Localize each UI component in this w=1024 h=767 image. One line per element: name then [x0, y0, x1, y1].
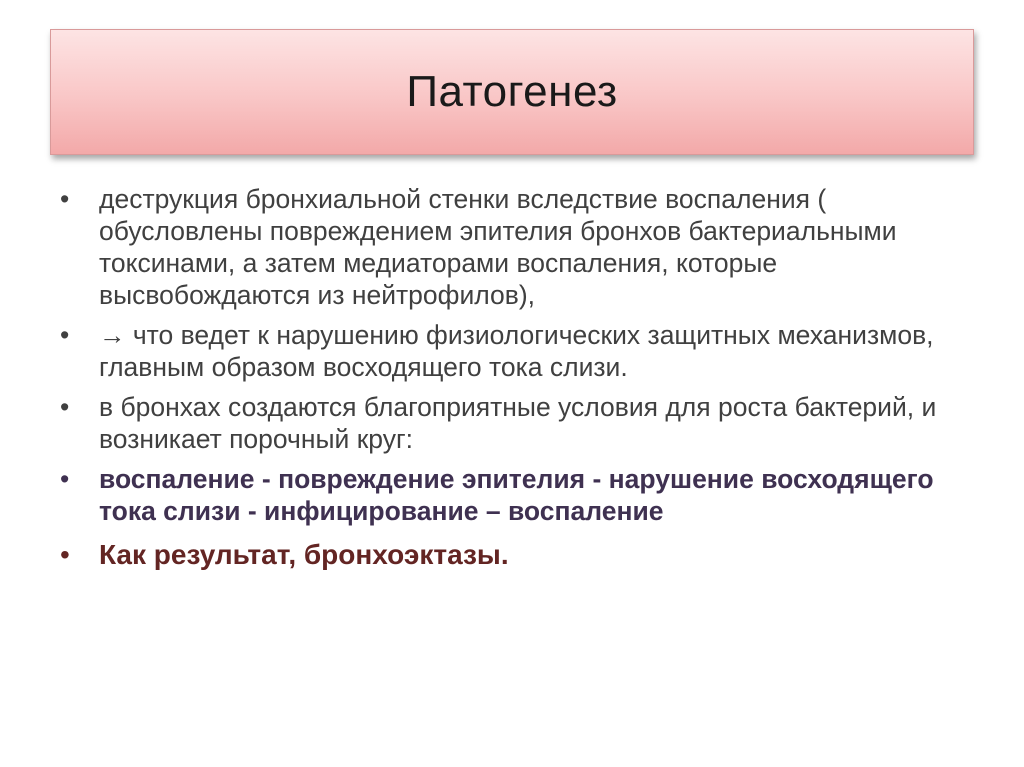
bullet-text: деструкция бронхиальной стенки вследствие воспаления ( обусловлены повреждением эпителия бронхов бактериальными токсинами, а затем медиаторами воспаления, которые высвобождаются из нейтрофилов), — [99, 184, 897, 310]
bullet-item-vicious-circle — [60, 463, 970, 527]
bullet-text: → что ведет к нарушению физиологических защитных механизмов, главным образом восходящего тока слизи. — [99, 320, 934, 382]
slide-title: Патогенез — [406, 67, 618, 116]
bullet-icon: • — [60, 184, 70, 214]
bullet-item — [60, 183, 970, 311]
bullet-item — [60, 391, 970, 455]
bullet-text: в бронхах создаются благоприятные условия для роста бактерий, и возникает порочный круг: — [99, 392, 937, 454]
bullet-list — [60, 183, 970, 579]
bullet-icon: • — [60, 392, 70, 422]
bullet-item — [60, 319, 970, 383]
bullet-icon: • — [60, 320, 70, 350]
slide-title-box — [50, 29, 974, 155]
bullet-icon: • — [60, 539, 70, 570]
bullet-item-result — [60, 539, 970, 571]
bullet-text: воспаление - повреждение эпителия - нарушение восходящего тока слизи - инфицирование – воспаление — [99, 464, 934, 526]
bullet-text: Как результат, бронхоэктазы. — [99, 539, 509, 570]
bullet-icon: • — [60, 464, 70, 494]
